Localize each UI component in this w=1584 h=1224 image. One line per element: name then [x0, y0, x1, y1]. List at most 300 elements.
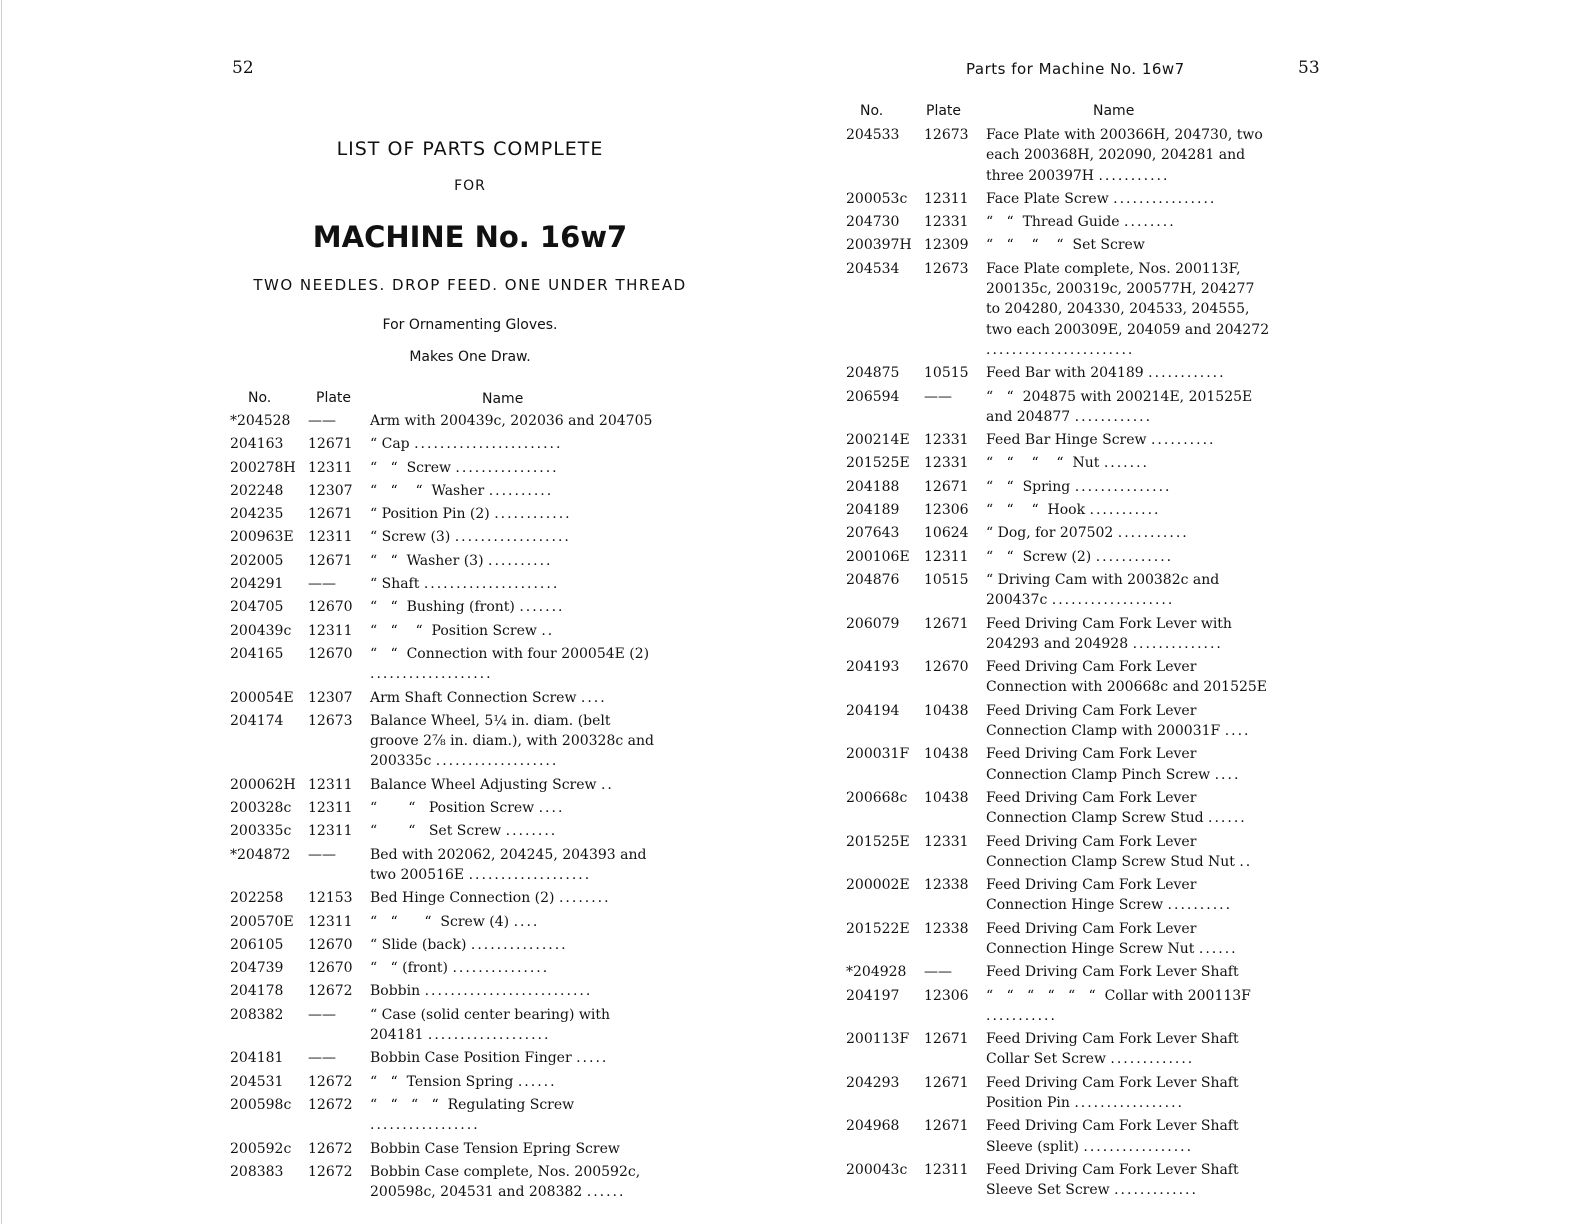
leader-dots: .......... [1150, 432, 1216, 449]
leader-dots: ..... [576, 1050, 609, 1067]
plate-number: 12311 [308, 459, 353, 476]
leader-dots: ............ [1148, 365, 1226, 382]
part-number: 208382 [230, 1006, 284, 1023]
part-name-cell [986, 477, 1270, 497]
part-number: 204739 [230, 960, 284, 977]
part-name: Face Plate complete, Nos. 200113F, 200135c, 200319c, 200577H, 204277 to 204280, 204330, 204533, 204555, two each 200309E, 204059 and 204272 [986, 260, 1270, 338]
leader-dots: .............. [1132, 635, 1223, 652]
part-number: 200328c [230, 800, 292, 817]
part-number: 204875 [846, 365, 900, 382]
part-name-cell [370, 845, 656, 886]
plate-number: —— [308, 1006, 336, 1023]
part-name: “ “ “ “ Regulating Screw [370, 1096, 575, 1113]
plate-number: 12672 [308, 1163, 353, 1180]
part-number: 206105 [230, 936, 284, 953]
part-name-cell [370, 481, 656, 501]
part-name: Face Plate with 200366H, 204730, two each 200368H, 202090, 204281 and three 200397H [986, 127, 1268, 184]
part-row [846, 430, 1270, 450]
part-name: Face Plate Screw [986, 190, 1109, 207]
part-name-cell [370, 1005, 656, 1046]
leader-dots: ...... [586, 1184, 626, 1201]
leader-dots: ....................... [986, 341, 1135, 358]
part-number: 204968 [846, 1118, 900, 1135]
plate-number: 12672 [308, 1140, 353, 1157]
plate-number: 12670 [308, 960, 353, 977]
part-number: *204528 [230, 413, 291, 429]
part-name-cell [986, 1029, 1270, 1070]
left-header-name: Name [482, 391, 524, 407]
part-number: 204163 [230, 436, 284, 453]
part-name: Arm with 200439c, 202036 and 204705 [370, 413, 653, 429]
part-name-cell [370, 621, 656, 641]
part-name-cell [986, 125, 1270, 186]
part-name: “ “ (front) [370, 960, 448, 977]
part-name: Bobbin Case Position Finger [370, 1050, 572, 1067]
part-number: 200335c [230, 823, 292, 840]
part-name: “ “ Bushing (front) [370, 599, 515, 616]
leader-dots: .......................... [424, 983, 593, 1000]
part-name-cell [986, 788, 1270, 829]
part-name-cell [986, 657, 1270, 698]
part-number: 204533 [846, 127, 900, 143]
part-number: 204174 [230, 712, 284, 729]
leader-dots: ............... [1074, 478, 1172, 495]
plate-number: 12311 [308, 913, 353, 930]
part-row [846, 919, 1270, 960]
leader-dots: .......... [488, 552, 553, 569]
part-row [230, 644, 656, 685]
part-number: 204165 [230, 645, 284, 662]
part-name-cell [370, 644, 656, 685]
part-number: 200054E [230, 689, 294, 706]
part-name: Feed Bar Hinge Screw [986, 432, 1147, 449]
part-row [230, 527, 656, 547]
plate-number: 12306 [924, 502, 969, 519]
part-name-cell [986, 189, 1270, 209]
plate-number: 12673 [308, 712, 353, 729]
plate-number: 12311 [308, 823, 353, 840]
right-page-number: 53 [1298, 58, 1320, 78]
part-name: Feed Driving Cam Fork Lever Connection with 200668c and 201525E [986, 659, 1268, 696]
part-name: Bobbin Case Tension Epring Screw [370, 1140, 620, 1157]
part-name: Feed Driving Cam Fork Lever with 204293 and 204928 [986, 615, 1237, 652]
part-name-cell [370, 935, 656, 955]
right-header-no: No. [860, 103, 884, 119]
part-number: 202005 [230, 552, 284, 569]
part-row [230, 821, 656, 841]
leader-dots: .... [1214, 766, 1241, 783]
plate-number: 12331 [924, 432, 969, 449]
part-name: “ “ Position Screw [370, 800, 535, 817]
plate-number: 12671 [924, 1074, 969, 1091]
part-row [846, 387, 1270, 428]
plate-number: 12338 [924, 877, 969, 894]
part-number: 204534 [846, 260, 900, 277]
plate-number: 10438 [924, 746, 969, 763]
part-name: Feed Driving Cam Fork Lever Connection Clamp with 200031F [986, 702, 1221, 740]
part-name-cell [986, 919, 1270, 960]
leader-dots: ................... [435, 753, 559, 770]
part-name-cell [370, 1048, 656, 1068]
part-name: “ “ “ “ Set Screw [986, 237, 1145, 254]
right-header-name: Name [1093, 103, 1135, 119]
plate-number: 12671 [924, 1118, 969, 1135]
plate-number: 12670 [308, 599, 353, 616]
part-name-cell [370, 798, 656, 818]
part-row [230, 775, 656, 795]
leader-dots: ................. [1074, 1095, 1184, 1112]
part-number: 200106E [846, 548, 910, 565]
right-parts-table [846, 125, 1270, 1201]
machine-subtitle: TWO NEEDLES. DROP FEED. ONE UNDER THREAD [253, 276, 687, 294]
part-name: Arm Shaft Connection Screw [370, 689, 577, 706]
part-name: “ “ Thread Guide [986, 214, 1120, 231]
part-name-cell [986, 259, 1270, 360]
part-name-cell [370, 1072, 656, 1092]
plate-number: —— [308, 576, 336, 593]
part-row [230, 888, 656, 908]
part-row [846, 500, 1270, 520]
part-number: 200043c [846, 1161, 908, 1178]
part-number: 200031F [846, 746, 910, 763]
part-name: “ Screw (3) [370, 529, 451, 546]
leader-dots: ............ [494, 506, 572, 523]
part-row [846, 547, 1270, 567]
for-label: FOR [454, 178, 486, 194]
part-name-cell [986, 1160, 1270, 1201]
leader-dots: ............ [1074, 408, 1153, 425]
part-row [230, 1048, 656, 1068]
part-name-cell [986, 570, 1270, 611]
plate-number: —— [924, 388, 952, 405]
part-row [230, 845, 656, 886]
part-number: 204197 [846, 987, 900, 1004]
part-number: 202248 [230, 482, 284, 499]
part-name-cell [986, 1073, 1270, 1114]
part-name: “ Cap [370, 436, 410, 453]
part-number: 202258 [230, 890, 284, 907]
part-number: 204293 [846, 1074, 900, 1091]
plate-number: 12338 [924, 920, 969, 937]
leader-dots: ................... [1051, 592, 1175, 609]
part-row [846, 212, 1270, 232]
part-row [230, 574, 656, 594]
part-name-cell [986, 500, 1270, 520]
leader-dots: ........ [558, 890, 611, 907]
part-number: 201522E [846, 920, 910, 937]
plate-number: 12671 [924, 615, 969, 632]
part-name: “ Driving Cam with 200382c and 200437c [986, 571, 1224, 609]
part-number: 200214E [846, 432, 910, 449]
part-name-cell [370, 411, 656, 431]
part-name-cell [986, 523, 1270, 543]
part-number: 204193 [846, 659, 900, 676]
part-name-cell [986, 363, 1270, 383]
part-row [846, 477, 1270, 497]
leader-dots: ................... [427, 1027, 551, 1044]
part-name: “ “ “ Washer [370, 482, 485, 499]
leader-dots: ....................... [414, 436, 563, 453]
part-name: Bobbin [370, 983, 421, 1000]
part-name-cell [370, 551, 656, 571]
part-number: 200439c [230, 622, 292, 639]
plate-number: 12311 [924, 1161, 969, 1178]
part-name: “ Dog, for 207502 [986, 525, 1114, 542]
leader-dots: ........... [1117, 525, 1189, 542]
part-name: “ “ Set Screw [370, 823, 502, 840]
part-name: Feed Driving Cam Fork Lever Connection Clamp Screw Stud [986, 789, 1204, 827]
leader-dots: ........... [1098, 167, 1170, 184]
leader-dots: .. [541, 622, 555, 639]
part-row [846, 614, 1270, 655]
part-number: 200002E [846, 877, 910, 894]
part-number: 204189 [846, 502, 900, 519]
leader-dots: .... [513, 913, 540, 930]
leader-dots: ................... [370, 666, 493, 683]
plate-number: 12153 [308, 890, 353, 907]
part-name-cell [986, 430, 1270, 450]
part-row [230, 958, 656, 978]
part-name-cell [986, 614, 1270, 655]
part-number: 200963E [230, 529, 294, 546]
part-row [846, 1160, 1270, 1201]
part-name: Feed Driving Cam Fork Lever Connection Hinge Screw [986, 877, 1201, 914]
part-number: *204872 [230, 846, 291, 863]
part-number: 200570E [230, 913, 294, 930]
part-row [846, 570, 1270, 611]
part-name-cell [986, 875, 1270, 916]
part-name: Bed Hinge Connection (2) [370, 890, 555, 907]
left-header-plate: Plate [316, 390, 352, 406]
leader-dots: ..................... [423, 576, 560, 593]
part-number: 206594 [846, 388, 900, 405]
part-row [230, 434, 656, 454]
plate-number: 12672 [308, 1096, 353, 1113]
leader-dots: ...... [1198, 940, 1238, 957]
part-number: 204194 [846, 702, 900, 719]
plate-number: 12311 [308, 529, 353, 546]
plate-number: 12311 [308, 776, 353, 793]
part-name-cell [986, 1116, 1270, 1157]
part-name: “ Shaft [370, 576, 420, 593]
plate-number: 12331 [924, 455, 969, 472]
list-title: LIST OF PARTS COMPLETE [336, 138, 604, 160]
leader-dots: .. [1239, 853, 1253, 870]
part-name: Feed Driving Cam Fork Lever Connection Clamp Pinch Screw [986, 746, 1211, 783]
plate-number: 12671 [308, 552, 353, 569]
part-row [230, 912, 656, 932]
leader-dots: ........ [505, 823, 558, 840]
plate-number: 10624 [924, 525, 969, 542]
part-name: “ “ 204875 with 200214E, 201525E and 204877 [986, 388, 1257, 425]
part-name: Balance Wheel Adjusting Screw [370, 776, 597, 793]
part-row [846, 701, 1270, 742]
leader-dots: .......... [488, 482, 554, 499]
part-number: 201525E [846, 833, 910, 850]
part-number: *204928 [846, 964, 907, 981]
part-number: 200053c [846, 190, 908, 207]
plate-number: 12307 [308, 482, 353, 499]
plate-number: 12672 [308, 983, 353, 1000]
part-name: “ “ Spring [986, 478, 1071, 495]
plate-number: 12670 [308, 936, 353, 953]
part-name-cell [370, 597, 656, 617]
leader-dots: .. [600, 776, 614, 793]
part-row [846, 788, 1270, 829]
part-row [846, 523, 1270, 543]
part-name-cell [370, 1162, 656, 1203]
leader-dots: .... [1224, 723, 1251, 740]
leader-dots: ............. [1110, 1051, 1195, 1068]
leader-dots: .... [580, 689, 607, 706]
part-name-cell [370, 775, 656, 795]
part-number: 200592c [230, 1140, 292, 1157]
right-header-plate: Plate [926, 103, 962, 119]
part-number: 204188 [846, 478, 900, 495]
part-name-cell [986, 547, 1270, 567]
draw-note: Makes One Draw. [409, 349, 531, 365]
part-name: Feed Driving Cam Fork Lever Connection Clamp Screw Stud Nut [986, 833, 1235, 870]
part-row [230, 551, 656, 571]
part-row [230, 458, 656, 478]
part-number: 204181 [230, 1050, 284, 1067]
part-row [846, 657, 1270, 698]
part-row [230, 1072, 656, 1092]
part-name: Balance Wheel, 5¼ in. diam. (belt groove 2⅞ in. diam.), with 200328c and 200335c [370, 712, 659, 770]
part-name-cell [986, 701, 1270, 742]
leader-dots: .................. [454, 529, 571, 546]
plate-number: 12311 [308, 800, 353, 817]
plate-number: 10515 [924, 571, 969, 588]
leader-dots: ........... [986, 1007, 1057, 1024]
part-number: 206079 [846, 615, 900, 632]
part-name-cell [370, 1095, 656, 1136]
plate-number: 12311 [924, 190, 969, 207]
machine-title: MACHINE No. 16w7 [312, 220, 628, 254]
part-name-cell [370, 981, 656, 1001]
part-row [230, 935, 656, 955]
plate-number: 10438 [924, 702, 969, 719]
part-row [230, 1005, 656, 1046]
part-row [846, 1073, 1270, 1114]
part-row [230, 597, 656, 617]
plate-number: 10438 [924, 789, 969, 806]
part-row [846, 259, 1270, 360]
part-row [846, 363, 1270, 383]
part-row [846, 1116, 1270, 1157]
part-row [230, 1139, 656, 1159]
part-name: Feed Driving Cam Fork Lever Shaft [986, 964, 1239, 981]
part-row [230, 1162, 656, 1203]
part-number: 200397H [846, 237, 912, 254]
leader-dots: ................... [468, 866, 592, 883]
part-row [230, 411, 656, 431]
part-name: Feed Driving Cam Fork Lever Shaft Sleeve (split) [986, 1118, 1244, 1155]
part-name-cell [370, 434, 656, 454]
part-number: 204291 [230, 576, 284, 593]
part-name-cell [986, 962, 1270, 982]
part-name: “ “ “ “ Nut [986, 455, 1100, 472]
part-row [846, 744, 1270, 785]
part-row [846, 832, 1270, 873]
part-name: “ “ Washer (3) [370, 552, 484, 569]
part-number: 207643 [846, 525, 900, 542]
leader-dots: ............... [452, 960, 550, 977]
plate-number: 12331 [924, 214, 969, 231]
part-name: Feed Bar with 204189 [986, 365, 1144, 382]
plate-number: 12311 [308, 622, 353, 639]
part-name: Feed Driving Cam Fork Lever Shaft Collar Set Screw [986, 1031, 1244, 1068]
part-name-cell [370, 458, 656, 478]
plate-number: 12311 [924, 548, 969, 565]
leader-dots: ................ [455, 459, 559, 476]
part-name: “ “ Connection with four 200054E (2) [370, 645, 650, 662]
left-parts-table [230, 411, 659, 1202]
part-number: 201525E [846, 455, 910, 472]
part-name: “ “ Screw (2) [986, 548, 1092, 565]
part-row [230, 688, 656, 708]
part-name-cell [370, 912, 656, 932]
plate-number: 12670 [308, 645, 353, 662]
plate-number: 12671 [924, 478, 969, 495]
plate-number: 12307 [308, 689, 353, 706]
plate-number: 12672 [308, 1073, 353, 1090]
part-name: “ Slide (back) [370, 936, 467, 953]
plate-number: 12671 [308, 436, 353, 453]
part-name-cell [370, 711, 659, 772]
part-row [230, 621, 656, 641]
part-name-cell [370, 574, 656, 594]
leader-dots: ....... [1103, 455, 1149, 472]
part-name: “ “ “ Position Screw [370, 622, 537, 639]
part-row [230, 1095, 656, 1136]
part-name-cell [986, 212, 1270, 232]
leader-dots: ............. [1114, 1182, 1198, 1199]
part-number: 204730 [846, 214, 900, 231]
part-number: 200598c [230, 1096, 292, 1113]
part-name: “ Case (solid center bearing) with 204181 [370, 1006, 615, 1044]
part-name-cell [370, 821, 656, 841]
part-name-cell [986, 744, 1270, 785]
leader-dots: ....... [519, 599, 565, 616]
part-row [846, 875, 1270, 916]
part-number: 200668c [846, 789, 908, 806]
machine-purpose: For Ornamenting Gloves. [382, 317, 558, 333]
part-name-cell [986, 387, 1270, 428]
plate-number: 12673 [924, 127, 969, 143]
part-row [846, 453, 1270, 473]
plate-number: 12673 [924, 260, 969, 277]
part-number: 204705 [230, 599, 284, 616]
plate-number: 12331 [924, 833, 969, 850]
plate-number: 12309 [924, 237, 969, 254]
part-name-cell [986, 832, 1270, 873]
plate-number: —— [308, 1050, 336, 1067]
part-name-cell [370, 958, 656, 978]
leader-dots: ........ [1124, 214, 1176, 231]
part-row [230, 504, 656, 524]
plate-number: 12306 [924, 987, 969, 1004]
part-row [846, 1029, 1270, 1070]
left-header-no: No. [248, 390, 272, 406]
leader-dots: .......... [1167, 897, 1233, 914]
part-name: Bed with 202062, 204245, 204393 and two 200516E [370, 846, 651, 883]
part-name: Bobbin Case complete, Nos. 200592c, 200598c, 204531 and 208382 [370, 1163, 645, 1201]
part-name: “ “ “ “ “ “ Collar with 200113F [986, 987, 1251, 1004]
part-number: 200278H [230, 459, 296, 476]
part-number: 208383 [230, 1163, 284, 1180]
part-row [846, 235, 1270, 255]
